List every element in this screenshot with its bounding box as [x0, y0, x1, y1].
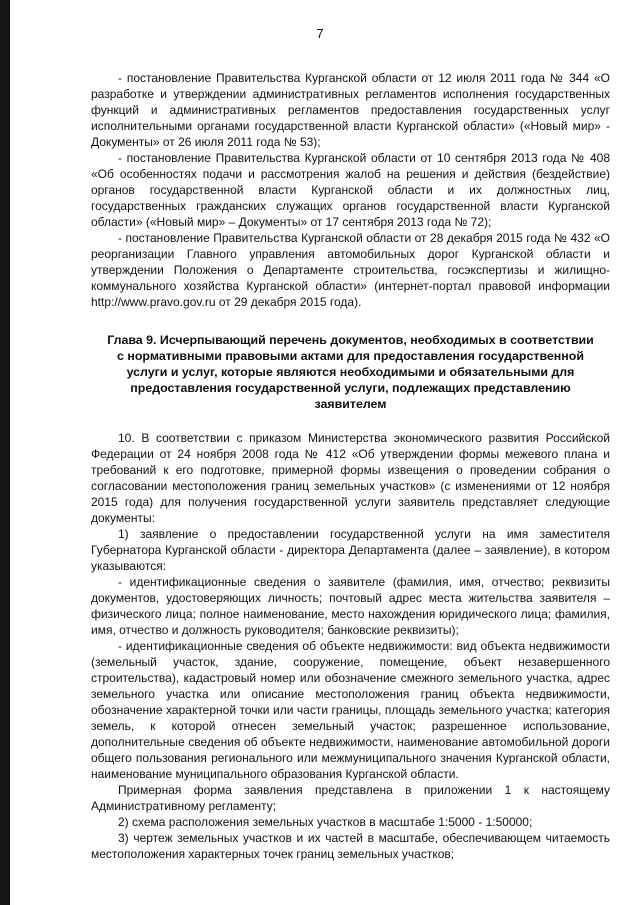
property-info-item: - идентификационные сведения об объекте недвижимости: вид объекта недвижимости (земельный участок, здание, сооружение, помещение, объект незавершенного строительства), кадастровый номер или обозначение смежного земельного участка, адрес земельного участка или описание местоположения границ объекта недвижимости, обозначение характерной точки или части границы, площадь земельного участка; категория земель, к которой отнесен земельный участок; разрешенное использование, дополнительные сведения об объекте недвижимости, наименование автомобильной дороги общего пользования регионального или межмуниципального значения Курганской области, наименование муниципального образования Курганской области.	[91, 639, 610, 781]
document-body	[91, 70, 610, 862]
chapter-9-heading: Глава 9. Исчерпывающий перечень документов, необходимых в соответствии с нормативными правовыми актами для предоставления государственной услуги и услуг, которые являются необходимыми и обязательными для предоставления государственной услуги, подлежащих представлению заявителем	[107, 333, 594, 411]
paragraph-10: 10. В соответствии с приказом Министерства экономического развития Российской Федерации от 24 ноября 2008 года № 412 «Об утверждении формы межевого плана и требований к его подготовке, примерной формы извещения о проведении собрания о согласовании местоположения границ земельных участков» (с изменениями от 12 ноября 2015 года) для получения государственной услуги заявитель представляет следующие документы:	[91, 431, 610, 525]
item-2-layout-scheme: 2) схема расположения земельных участков в масштабе 1:5000 - 1:50000;	[118, 815, 533, 829]
list-item-resolution-432: - постановление Правительства Курганской области от 28 декабря 2015 года № 432 «О реорганизации Главного управления автомобильных дорог Курганской области и утверждении Положения о Департаменте строительства, госэкспертизы и жилищно-коммунального хозяйства Курганской области» (интернет-портал правовой информации http://www.pravo.gov.ru от 29 декабря 2015 года).	[91, 231, 610, 309]
item-1-application: 1) заявление о предоставлении государственной услуги на имя заместителя Губернатора Курганской области - директора Департамента (далее – заявление), в котором указываются:	[91, 527, 610, 573]
applicant-info-item: - идентификационные сведения о заявителе (фамилия, имя, отчество; реквизиты документов, удостоверяющих личность; почтовый адрес места жительства заявителя – физического лица; полное наименование, место нахождения юридического лица; фамилия, имя, отчество и должность руководителя; банковские реквизиты);	[91, 575, 610, 637]
list-item-resolution-344: - постановление Правительства Курганской области от 12 июля 2011 года № 344 «О разработке и утверждении административных регламентов исполнения государственных функций и административных регламентов предоставления государственных услуг исполнительными органами государственной власти Курганской области» («Новый мир» - Документы» от 26 июля 2011 года № 53);	[91, 71, 610, 149]
scan-edge	[0, 0, 10, 905]
page-number: 7	[316, 26, 324, 41]
list-item-resolution-408: - постановление Правительства Курганской области от 10 сентября 2013 года № 408 «Об особенностях подачи и рассмотрения жалоб на решения и действия (бездействие) органов государственной власти Курганской области и их должностных лиц, государственных гражданских служащих органов государственной власти Курганской области» («Новый мир» – Документы» от 17 сентября 2013 года № 72);	[91, 151, 610, 229]
item-3-drawing: 3) чертеж земельных участков и их частей в масштабе, обеспечивающем читаемость местоположения характерных точек границ земельных участков;	[91, 831, 610, 861]
sample-form-note: Примерная форма заявления представлена в приложении 1 к настоящему Административному регламенту;	[91, 783, 610, 813]
